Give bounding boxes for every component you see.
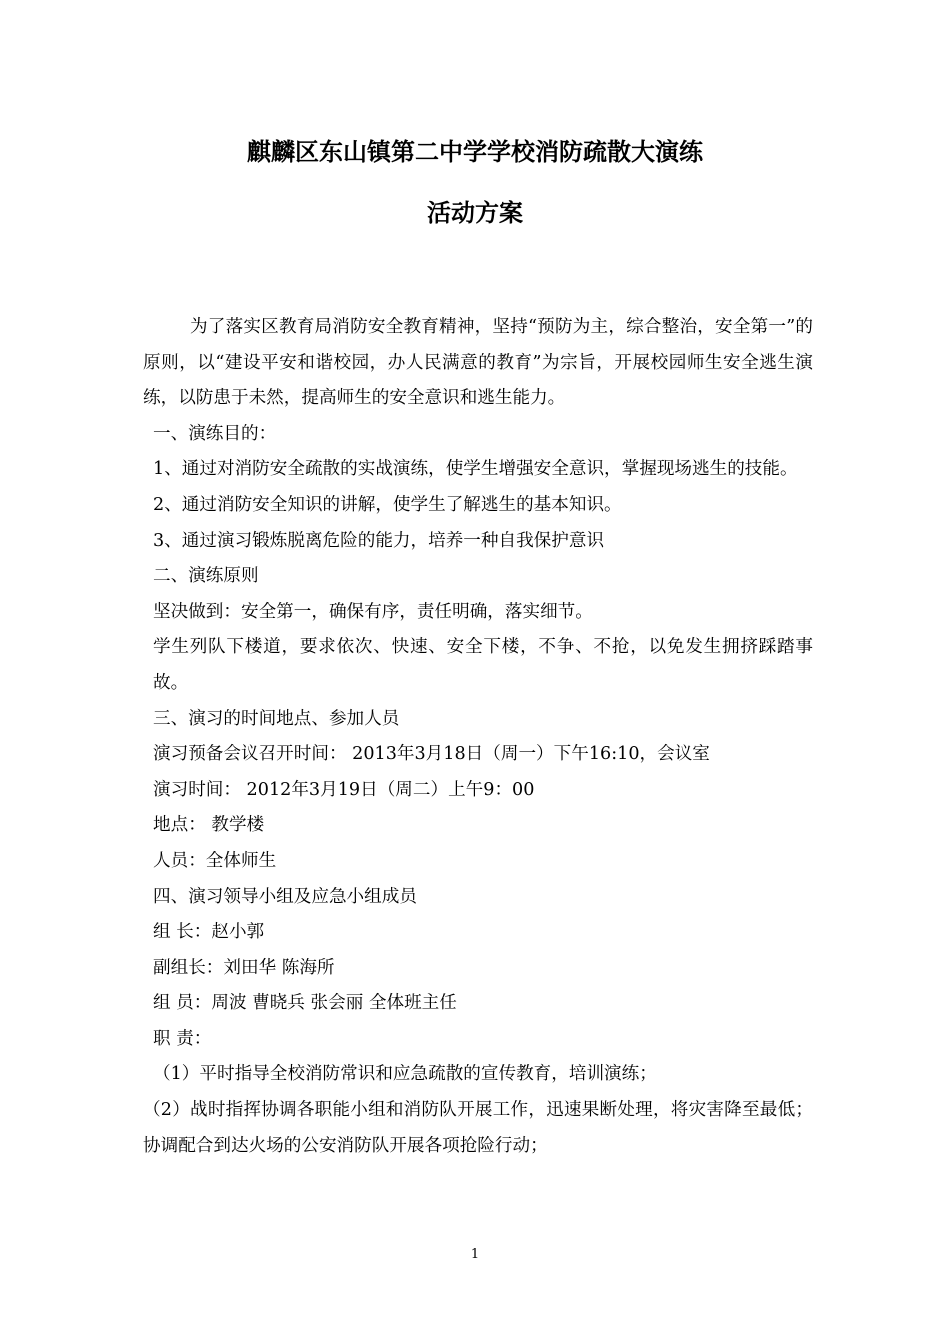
- purpose-item-1: 1、通过对消防安全疏散的实战演练，使学生增强安全意识，掌握现场逃生的技能。: [153, 459, 798, 480]
- group-leader: 组 长：赵小郭: [153, 922, 265, 943]
- intro-paragraph: 为了落实区教育局消防安全教育精神，坚持“预防为主，综合整治，安全第一”的原则，以“建设平安和谐校园，办人民满意的教育”为宗旨，开展校园师生安全逃生演练，以防患于未然，提高师生的安全意识和逃生能力。: [143, 317, 813, 409]
- purpose-item-2: 2、通过消防安全知识的讲解，使学生了解逃生的基本知识。: [153, 494, 622, 515]
- drill-participants: 人员：全体师生: [153, 850, 277, 871]
- page-number: 1: [470, 1247, 480, 1262]
- principle-item-2: 学生列队下楼道，要求依次、快速、安全下楼，不争、不抢，以免发生拥挤踩踏事故。: [153, 637, 813, 693]
- document-subtitle: 活动方案: [427, 198, 523, 227]
- document-body: [143, 310, 813, 1164]
- document-title: 麒麟区东山镇第二中学学校消防疏散大演练: [247, 137, 703, 166]
- group-members: 组 员：周波 曹晓兵 张会丽 全体班主任: [153, 993, 457, 1014]
- section-heading-principles: 二、演练原则: [153, 566, 259, 587]
- drill-time: 演习时间： 2012年3月19日（周二）上午9：00: [153, 779, 535, 800]
- duty-item-1: （1）平时指导全校消防常识和应急疏散的宣传教育，培训演练；: [153, 1064, 657, 1085]
- principle-item-1: 坚决做到：安全第一，确保有序，责任明确，落实细节。: [153, 601, 593, 622]
- section-heading-schedule: 三、演习的时间地点、参加人员: [153, 708, 400, 729]
- section-heading-leadership: 四、演习领导小组及应急小组成员: [153, 886, 417, 907]
- drill-location: 地点： 教学楼: [153, 815, 265, 836]
- meeting-time: 演习预备会议召开时间： 2013年3月18日（周一）下午16:10，会议室: [153, 744, 710, 765]
- section-heading-purpose: 一、演练目的：: [153, 423, 277, 444]
- deputy-leader: 副组长：刘田华 陈海所: [153, 957, 335, 978]
- duty-item-2: （2）战时指挥协调各职能小组和消防队开展工作，迅速果断处理，将灾害降至最低；协调配合到达火场的公安消防队开展各项抢险行动；: [143, 1100, 813, 1156]
- duties-heading: 职 责：: [153, 1028, 212, 1049]
- purpose-item-3: 3、通过演习锻炼脱离危险的能力，培养一种自我保护意识: [153, 530, 605, 551]
